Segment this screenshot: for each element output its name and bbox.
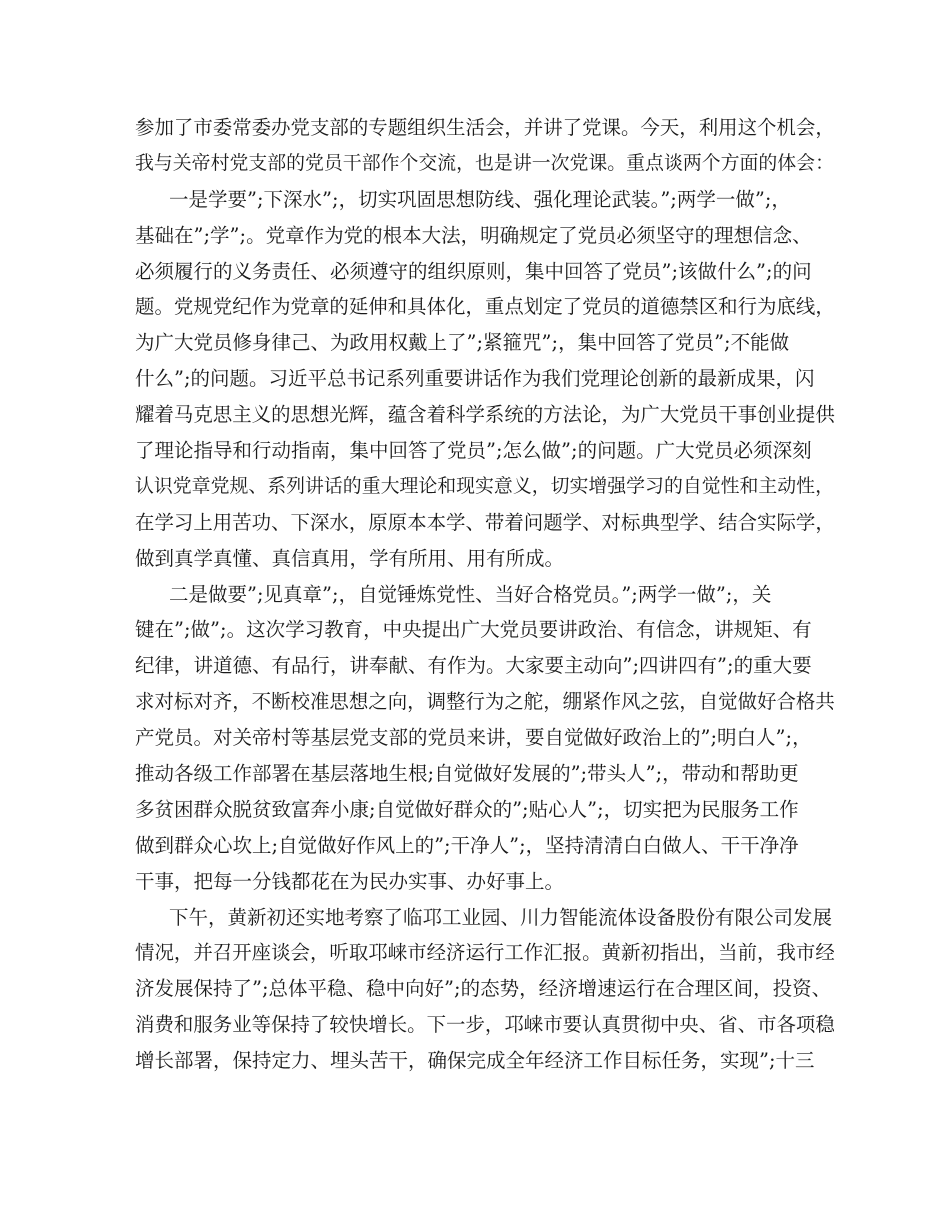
text-line: 济发展保持了”;总体平稳、稳中向好”;的态势，经济增速运行在合理区间，投资、 xyxy=(135,977,832,1001)
paragraph-start-line: 二是做要”;见真章”;，自觉锤炼党性、当好合格党员。”;两学一做”;，关 xyxy=(169,582,772,606)
text-line: 键在”;做”;。这次学习教育，中央提出广大党员要讲政治、有信念，讲规矩、有 xyxy=(135,618,812,642)
text-line: 增长部署，保持定力、埋头苦干，确保完成全年经济工作目标任务，实现”;十三 xyxy=(135,1049,815,1073)
paragraph-start-line: 一是学要”;下深水”;，切实巩固思想防线、强化理论武装。”;两学一做”;， xyxy=(169,187,791,211)
paragraph-start-line: 下午，黄新初还实地考察了临邛工业园、川力智能流体设备股份有限公司发展 xyxy=(169,905,833,929)
text-line: 为广大党员修身律己、为政用权戴上了”;紧箍咒”;，集中回答了党员”;不能做 xyxy=(135,331,790,355)
text-line: 了理论指导和行动指南，集中回答了党员”;怎么做”;的问题。广大党员必须深刻 xyxy=(135,439,812,463)
text-line: 什么”;的问题。习近平总书记系列重要讲话作为我们党理论创新的最新成果，闪 xyxy=(135,367,815,391)
text-line: 推动各级工作部署在基层落地生根;自觉做好发展的”;带头人”;，带动和帮助更 xyxy=(135,762,799,786)
document-body xyxy=(135,110,835,1079)
text-line: 求对标对齐，不断校准思想之向，调整行为之舵，绷紧作风之弦，自觉做好合格共 xyxy=(135,690,835,714)
text-line: 耀着马克思主义的思想光辉，蕴含着科学系统的方法论，为广大党员干事创业提供 xyxy=(135,403,835,427)
text-line: 多贫困群众脱贫致富奔小康;自觉做好群众的”;贴心人”;，切实把为民服务工作 xyxy=(135,797,799,821)
text-line: 基础在”;学”;。党章作为党的根本大法，明确规定了党员必须坚守的理想信念、 xyxy=(135,223,812,247)
text-line: 做到群众心坎上;自觉做好作风上的”;干净人”;，坚持清清白白做人、干干净净 xyxy=(135,833,799,857)
text-line: 必须履行的义务责任、必须遵守的组织原则，集中回答了党员”;该做什么”;的问 xyxy=(135,259,812,283)
text-line: 干事，把每一分钱都花在为民办实事、办好事上。 xyxy=(135,869,565,893)
text-line: 消费和服务业等保持了较快增长。下一步，邛崃市要认真贯彻中央、省、市各项稳 xyxy=(135,1013,835,1037)
text-line: 我与关帝村党支部的党员干部作个交流，也是讲一次党课。重点谈两个方面的体会： xyxy=(135,151,834,174)
text-line: 参加了市委常委办党支部的专题组织生活会，并讲了党课。今天，利用这个机会， xyxy=(135,116,835,139)
text-line: 在学习上用苦功、下深水，原原本本学、带着问题学、对标典型学、结合实际学， xyxy=(135,510,835,534)
text-line: 做到真学真懂、真信真用，学有所用、用有所成。 xyxy=(135,546,565,570)
text-line: 纪律，讲道德、有品行，讲奉献、有作为。大家要主动向”;四讲四有”;的重大要 xyxy=(135,654,812,678)
text-line: 认识党章党规、系列讲话的重大理论和现实意义，切实增强学习的自觉性和主动性， xyxy=(135,474,834,497)
text-line: 题。党规党纪作为党章的延伸和具体化，重点划定了党员的道德禁区和行为底线， xyxy=(135,295,835,319)
text-line: 情况，并召开座谈会，听取邛崃市经济运行工作汇报。黄新初指出，当前，我市经 xyxy=(135,941,835,965)
text-line: 产党员。对关帝村等基层党支部的党员来讲，要自觉做好政治上的”;明白人”;， xyxy=(135,726,812,750)
